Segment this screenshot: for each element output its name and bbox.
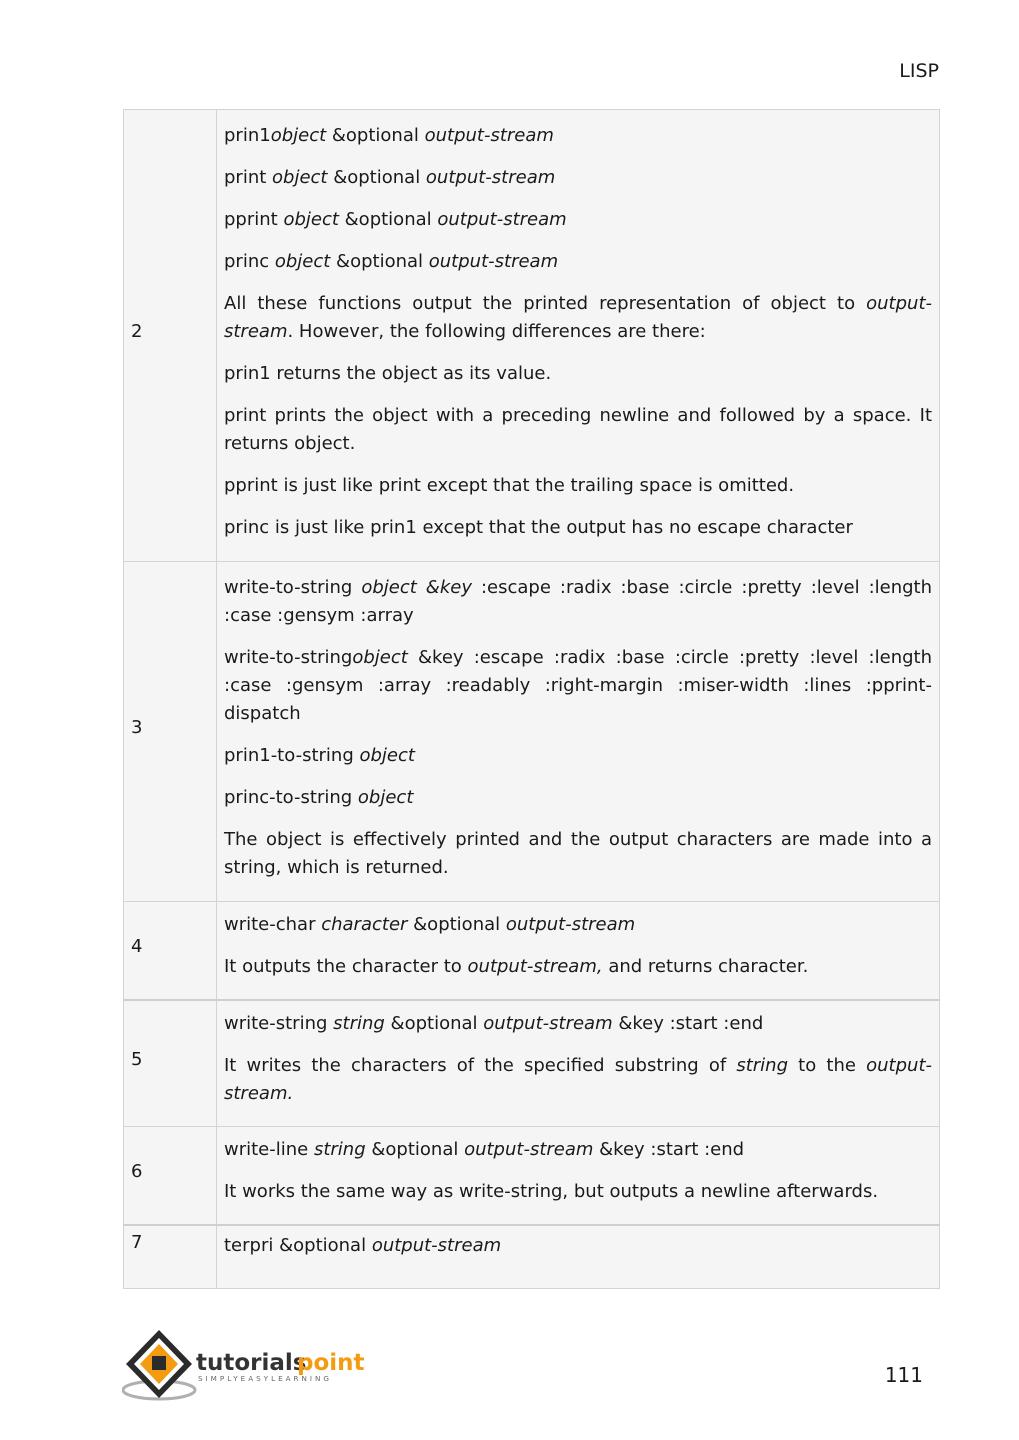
row-number: 4: [124, 902, 217, 1000]
function-signature: prin1object &optional output-stream: [224, 124, 554, 146]
function-signature: write-string string &optional output-stream &key :start :end: [224, 1013, 764, 1035]
table-row: [124, 110, 940, 562]
function-signature: print object &optional output-stream: [224, 166, 556, 188]
description-text: All these functions output the printed representation of object to output-stream. However, the following differences are there:: [224, 292, 932, 342]
description-text: princ is just like prin1 except that the output has no escape character: [224, 516, 853, 538]
description-text: It writes the characters of the specified substring of string to the output-stream.: [224, 1055, 932, 1105]
row-description: [217, 1000, 940, 1127]
running-header: LISP: [899, 60, 939, 82]
description-text: The object is effectively printed and the output characters are made into a string, which is returned.: [224, 828, 932, 878]
logo-word-tutorials: tutorials: [196, 1350, 307, 1376]
function-signature: princ object &optional output-stream: [224, 250, 559, 272]
row-description: [217, 902, 940, 1000]
function-signature: pprint object &optional output-stream: [224, 208, 567, 230]
functions-table: [123, 109, 940, 1289]
function-signature: write-to-stringobject &key :escape :radix :base :circle :pretty :level :length :case :gensym :array :readably :right-margin :miser-width :lines :pprint-dispatch: [224, 646, 932, 724]
table-row: [124, 1000, 940, 1127]
row-description: [217, 110, 940, 562]
row-description: [217, 1127, 940, 1225]
row-number: 5: [124, 1000, 217, 1127]
function-signature: prin1-to-string object: [224, 744, 415, 766]
function-signature: write-char character &optional output-stream: [224, 914, 636, 936]
function-signature: write-line string &optional output-stream &key :start :end: [224, 1139, 745, 1161]
function-signature: terpri &optional output-stream: [224, 1234, 502, 1256]
row-number: 3: [124, 562, 217, 902]
page-number: 111: [884, 1363, 923, 1387]
table-row: [124, 902, 940, 1000]
description-text: It outputs the character to output-stream, and returns character.: [224, 956, 809, 978]
table-row: [124, 1225, 940, 1289]
description-text: print prints the object with a preceding newline and followed by a space. It returns object.: [224, 404, 932, 454]
row-description: [217, 1225, 940, 1289]
description-text: It works the same way as write-string, but outputs a newline afterwards.: [224, 1181, 879, 1203]
logo-tagline: SIMPLYEASYLEARNING: [198, 1374, 332, 1383]
tutorialspoint-logo: [122, 1328, 372, 1402]
row-description: [217, 562, 940, 902]
table-row: [124, 1127, 940, 1225]
description-text: pprint is just like print except that the trailing space is omitted.: [224, 474, 795, 496]
function-signature: princ-to-string object: [224, 786, 414, 808]
row-number: 6: [124, 1127, 217, 1225]
logo-word-point: point: [297, 1350, 365, 1376]
row-number: 2: [124, 110, 217, 562]
description-text: prin1 returns the object as its value.: [224, 362, 552, 384]
table-row: [124, 562, 940, 902]
row-number: 7: [124, 1225, 217, 1289]
function-signature: write-to-string object &key :escape :radix :base :circle :pretty :level :length :case :gensym :array: [224, 576, 933, 626]
